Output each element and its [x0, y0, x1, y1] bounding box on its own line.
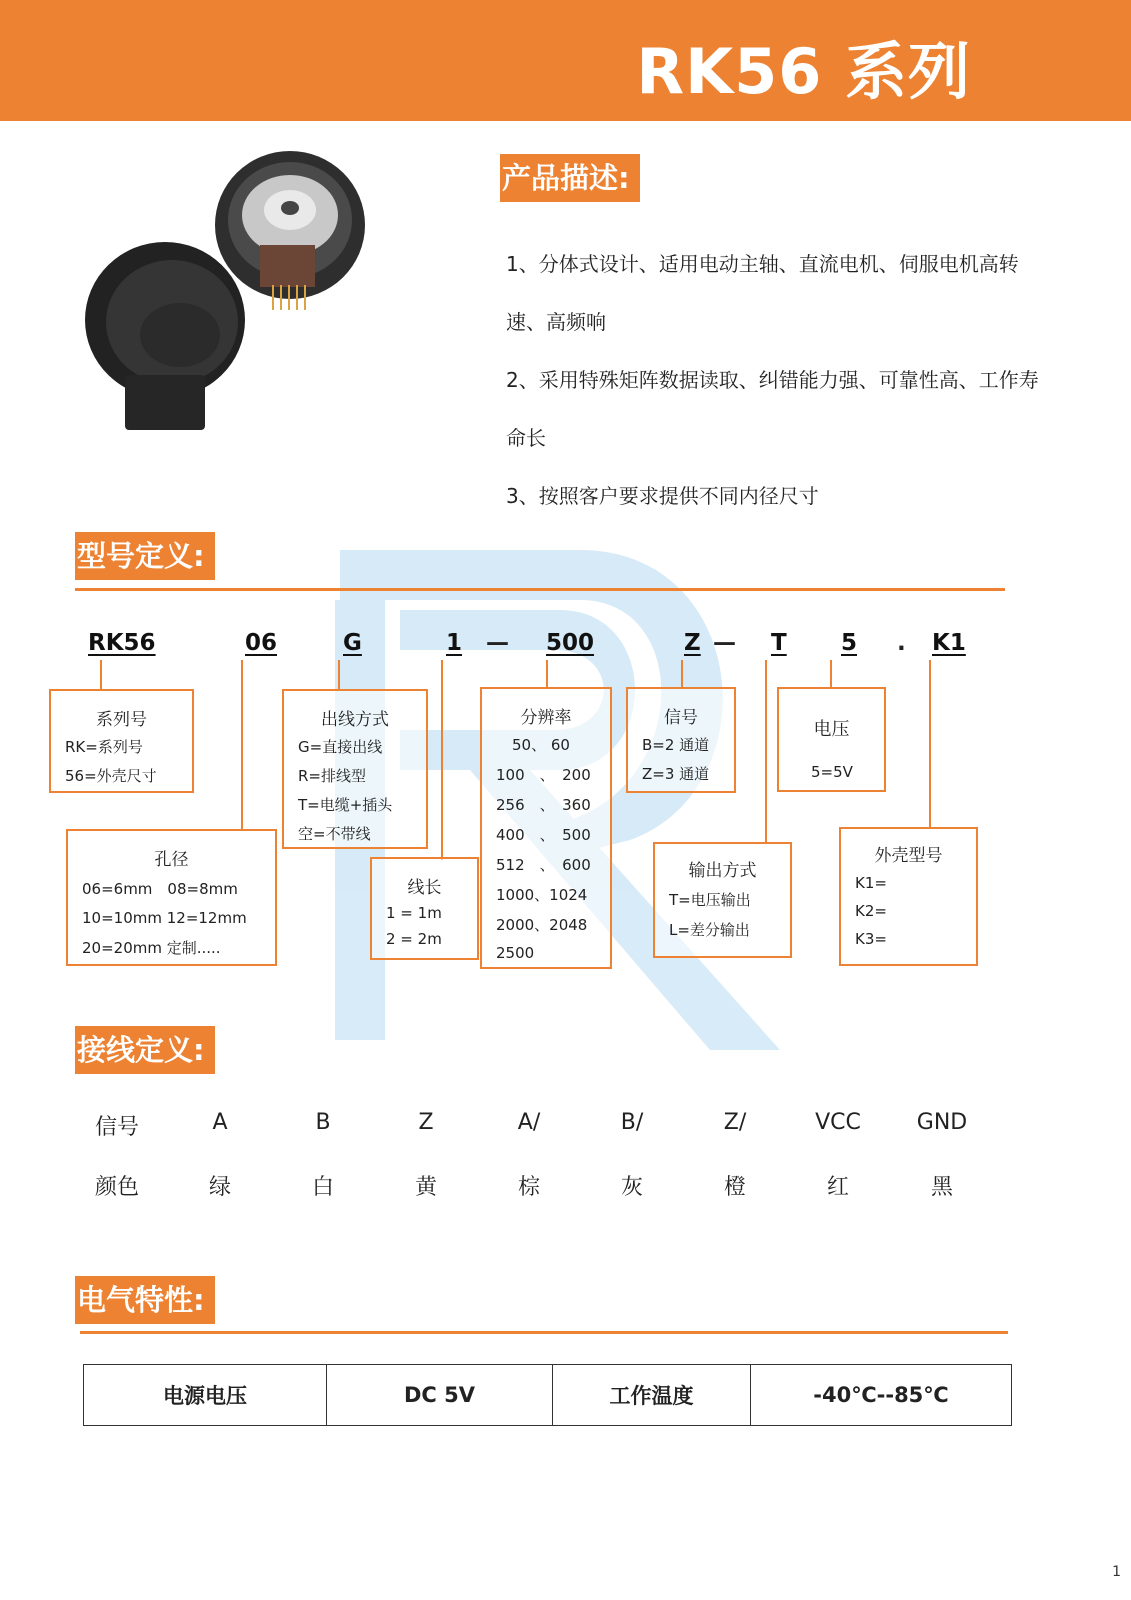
outlet-box-line: 空=不带线	[298, 825, 371, 843]
connector-line	[929, 660, 931, 827]
connector-line	[546, 660, 548, 688]
housing-box	[839, 827, 978, 966]
code-outlet: G	[343, 630, 362, 656]
electrical-section-title: 电气特性:	[75, 1276, 215, 1324]
wiring-color-cell: 黑	[930, 1175, 953, 1200]
connector-line	[100, 660, 102, 690]
resolution-box-title: 分辨率	[520, 708, 572, 728]
code-dash: —	[713, 630, 736, 656]
outlet-box-line: G=直接出线	[298, 738, 383, 756]
section-divider	[80, 1331, 1008, 1334]
housing-box-title: 外壳型号	[874, 846, 943, 866]
model-section-title: 型号定义:	[75, 532, 215, 580]
resolution-box-line: 50、 60	[512, 736, 570, 754]
resolution-box-line: 512 、 600	[496, 856, 591, 874]
connector-line	[681, 660, 683, 688]
voltage-box-line: 5=5V	[811, 763, 853, 781]
code-housing: K1	[932, 630, 966, 656]
bore-box-line: 10=10mm 12=12mm	[82, 909, 247, 927]
wiring-signal-cell: B	[315, 1110, 331, 1135]
code-dash: —	[486, 630, 509, 656]
resolution-box-line: 1000、1024	[496, 886, 588, 904]
code-signal: Z	[684, 630, 701, 656]
table-row	[84, 1365, 1012, 1426]
product-desc-line: 2、采用特殊矩阵数据读取、纠错能力强、可靠性高、工作寿	[506, 368, 1039, 392]
spec-cell-value: -40℃--85℃	[751, 1365, 1012, 1426]
bore-box-line: 20=20mm 定制.....	[82, 939, 221, 957]
voltage-box-title: 电压	[813, 719, 850, 740]
outlet-box-line: T=电缆+插头	[298, 796, 393, 814]
connector-line	[338, 660, 340, 690]
housing-box-line: K1=	[855, 874, 887, 892]
wiring-signal-cell: A	[212, 1110, 228, 1135]
series-box	[49, 689, 194, 793]
wiring-color-cell: 红	[826, 1175, 849, 1200]
resolution-box-line: 400 、 500	[496, 826, 591, 844]
spec-cell-label: 工作温度	[553, 1365, 751, 1426]
wiring-section-title: 接线定义:	[75, 1026, 215, 1074]
length-box-line: 1 = 1m	[386, 904, 442, 922]
signal-box	[626, 687, 736, 793]
connector-line	[765, 660, 767, 842]
product-desc-line: 命长	[506, 426, 546, 450]
code-series: RK56	[88, 630, 156, 656]
outlet-box	[282, 689, 428, 849]
length-box-title: 线长	[407, 878, 442, 898]
code-resolution: 500	[546, 630, 595, 656]
spec-cell-label: 电源电压	[84, 1365, 327, 1426]
encoder-product-image	[80, 150, 380, 440]
outlet-box-title: 出线方式	[321, 710, 389, 730]
resolution-box-line: 256 、 360	[496, 796, 591, 814]
resolution-box-line: 100 、 200	[496, 766, 591, 784]
connector-line	[241, 660, 243, 830]
wiring-color-cell: 灰	[620, 1175, 643, 1200]
code-bore: 06	[245, 630, 278, 656]
bore-box-line: 06=6mm 08=8mm	[82, 880, 238, 898]
page-title: RK56 系列	[636, 35, 971, 108]
wiring-color-header: 颜色	[94, 1175, 139, 1200]
resolution-box-line: 2500	[496, 944, 535, 962]
length-box-line: 2 = 2m	[386, 930, 442, 948]
connector-line	[830, 660, 832, 688]
length-box	[370, 857, 479, 960]
signal-box-line: Z=3 通道	[642, 765, 710, 783]
code-dot: .	[897, 630, 906, 656]
code-length: 1	[446, 630, 463, 656]
series-box-line: RK=系列号	[65, 738, 143, 756]
product-desc-line: 1、分体式设计、适用电动主轴、直流电机、伺服电机高转	[506, 252, 1019, 276]
connector-line	[441, 660, 443, 860]
series-box-title: 系列号	[96, 710, 147, 730]
wiring-signal-cell: B/	[620, 1110, 644, 1135]
voltage-box	[777, 687, 886, 792]
wiring-color-cell: 橙	[723, 1175, 746, 1200]
housing-box-line: K2=	[855, 902, 887, 920]
wiring-color-cell: 白	[311, 1175, 334, 1200]
wiring-signal-header: 信号	[94, 1115, 139, 1140]
wiring-color-cell: 黄	[414, 1175, 437, 1200]
wiring-signal-cell: A/	[517, 1110, 541, 1135]
wiring-signal-cell: VCC	[815, 1110, 861, 1135]
product-desc-line: 速、高频响	[506, 310, 606, 334]
resolution-box-line: 2000、2048	[496, 916, 588, 934]
wiring-signal-cell: GND	[916, 1110, 968, 1135]
signal-box-title: 信号	[664, 708, 698, 728]
product-desc-line: 3、按照客户要求提供不同内径尺寸	[506, 484, 819, 508]
output-box-line: L=差分输出	[669, 921, 750, 939]
code-voltage: 5	[841, 630, 858, 656]
section-divider	[75, 588, 1005, 591]
output-box-title: 输出方式	[688, 861, 757, 881]
spec-cell-value: DC 5V	[327, 1365, 553, 1426]
code-output: T	[771, 630, 787, 656]
output-box	[653, 842, 792, 958]
series-box-line: 56=外壳尺寸	[65, 767, 157, 785]
housing-box-line: K3=	[855, 930, 887, 948]
wiring-signal-cell: Z	[418, 1110, 434, 1135]
electrical-spec-table	[83, 1364, 1012, 1426]
wiring-color-cell: 绿	[208, 1175, 231, 1200]
wiring-signal-cell: Z/	[723, 1110, 747, 1135]
product-section-title: 产品描述:	[500, 154, 640, 202]
wiring-color-cell: 棕	[517, 1175, 540, 1200]
page-number: 1	[1112, 1564, 1121, 1580]
resolution-box	[480, 687, 612, 969]
bore-box	[66, 829, 277, 966]
output-box-line: T=电压输出	[669, 891, 751, 909]
signal-box-line: B=2 通道	[642, 736, 710, 754]
bore-box-title: 孔径	[154, 850, 189, 870]
outlet-box-line: R=排线型	[298, 767, 366, 785]
